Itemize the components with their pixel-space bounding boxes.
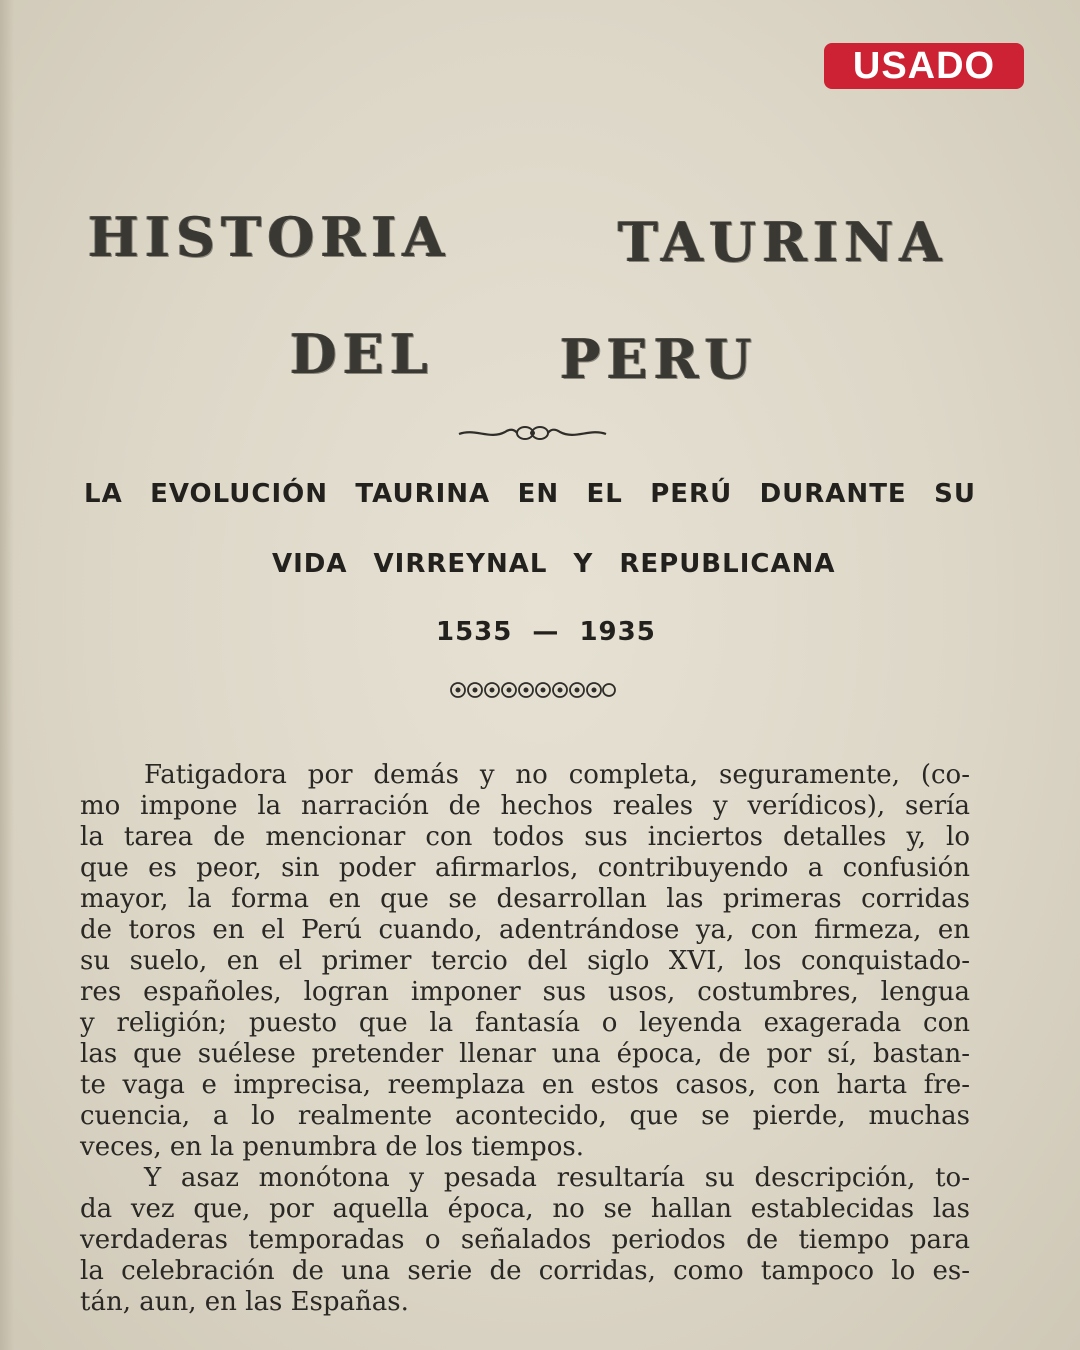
body-text — [80, 760, 970, 1318]
subtitle-word: EN — [517, 479, 560, 509]
text-line: res españoles, logran imponer sus usos, costumbres, lengua — [80, 977, 970, 1007]
subtitle-word: EVOLUCIÓN — [150, 479, 329, 509]
title-word-historia: HISTORIA — [88, 205, 451, 269]
text-line: verdaderas temporadas o señalados periodos de tiempo para — [80, 1225, 970, 1255]
text-line: cuencia, a lo realmente acontecido, que se pierde, muchas — [80, 1101, 970, 1131]
text-line: da vez que, por aquella época, no se hallan establecidas las — [80, 1194, 970, 1224]
subtitle-word: SU — [934, 479, 976, 509]
text-line: las que suélese pretender llenar una época, de por sí, bastan- — [80, 1039, 970, 1069]
page-edge — [0, 0, 14, 1350]
text-line: mo impone la narración de hechos reales y verídicos), sería — [80, 791, 970, 821]
title-word-del: DEL — [290, 322, 434, 386]
subtitle-line-1 — [84, 479, 976, 509]
date-range: 1535 — 1935 — [436, 617, 656, 647]
used-badge: USADO — [824, 43, 1024, 89]
title-word-taurina: TAURINA — [618, 210, 948, 274]
subtitle-word: DURANTE — [759, 479, 907, 509]
subtitle-word: PERÚ — [650, 479, 733, 509]
text-line: tán, aun, en las Españas. — [80, 1287, 409, 1317]
text-line: de toros en el Perú cuando, adentrándose ya, con firmeza, en — [80, 915, 970, 945]
text-line: Fatigadora por demás y no completa, seguramente, (co- — [144, 760, 970, 790]
text-line: y religión; puesto que la fantasía o leyenda exagerada con — [80, 1008, 970, 1038]
text-line: veces, en la penumbra de los tiempos. — [80, 1132, 584, 1162]
text-line: te vaga e imprecisa, reemplaza en estos casos, con harta fre- — [80, 1070, 970, 1100]
text-line: que es peor, sin poder afirmarlos, contribuyendo a confusión — [80, 853, 970, 883]
text-line: Y asaz monótona y pesada resultaría su descripción, to- — [144, 1163, 970, 1193]
subtitle-word: TAURINA — [355, 479, 491, 509]
text-line: mayor, la forma en que se desarrollan las primeras corridas — [80, 884, 970, 914]
text-line: su suelo, en el primer tercio del siglo XVI, los conquistado- — [80, 946, 970, 976]
ornament-flourish-icon — [448, 678, 618, 702]
text-line: la celebración de una serie de corridas, como tampoco lo es- — [80, 1256, 970, 1286]
subtitle-word: LA — [84, 479, 123, 509]
text-line: la tarea de mencionar con todos sus inciertos detalles y, lo — [80, 822, 970, 852]
title-word-peru: PERU — [560, 327, 758, 391]
subtitle-line-2: VIDA VIRREYNAL Y REPUBLICANA — [272, 549, 836, 579]
subtitle-word: EL — [586, 479, 623, 509]
ornament-divider-icon — [455, 418, 610, 448]
